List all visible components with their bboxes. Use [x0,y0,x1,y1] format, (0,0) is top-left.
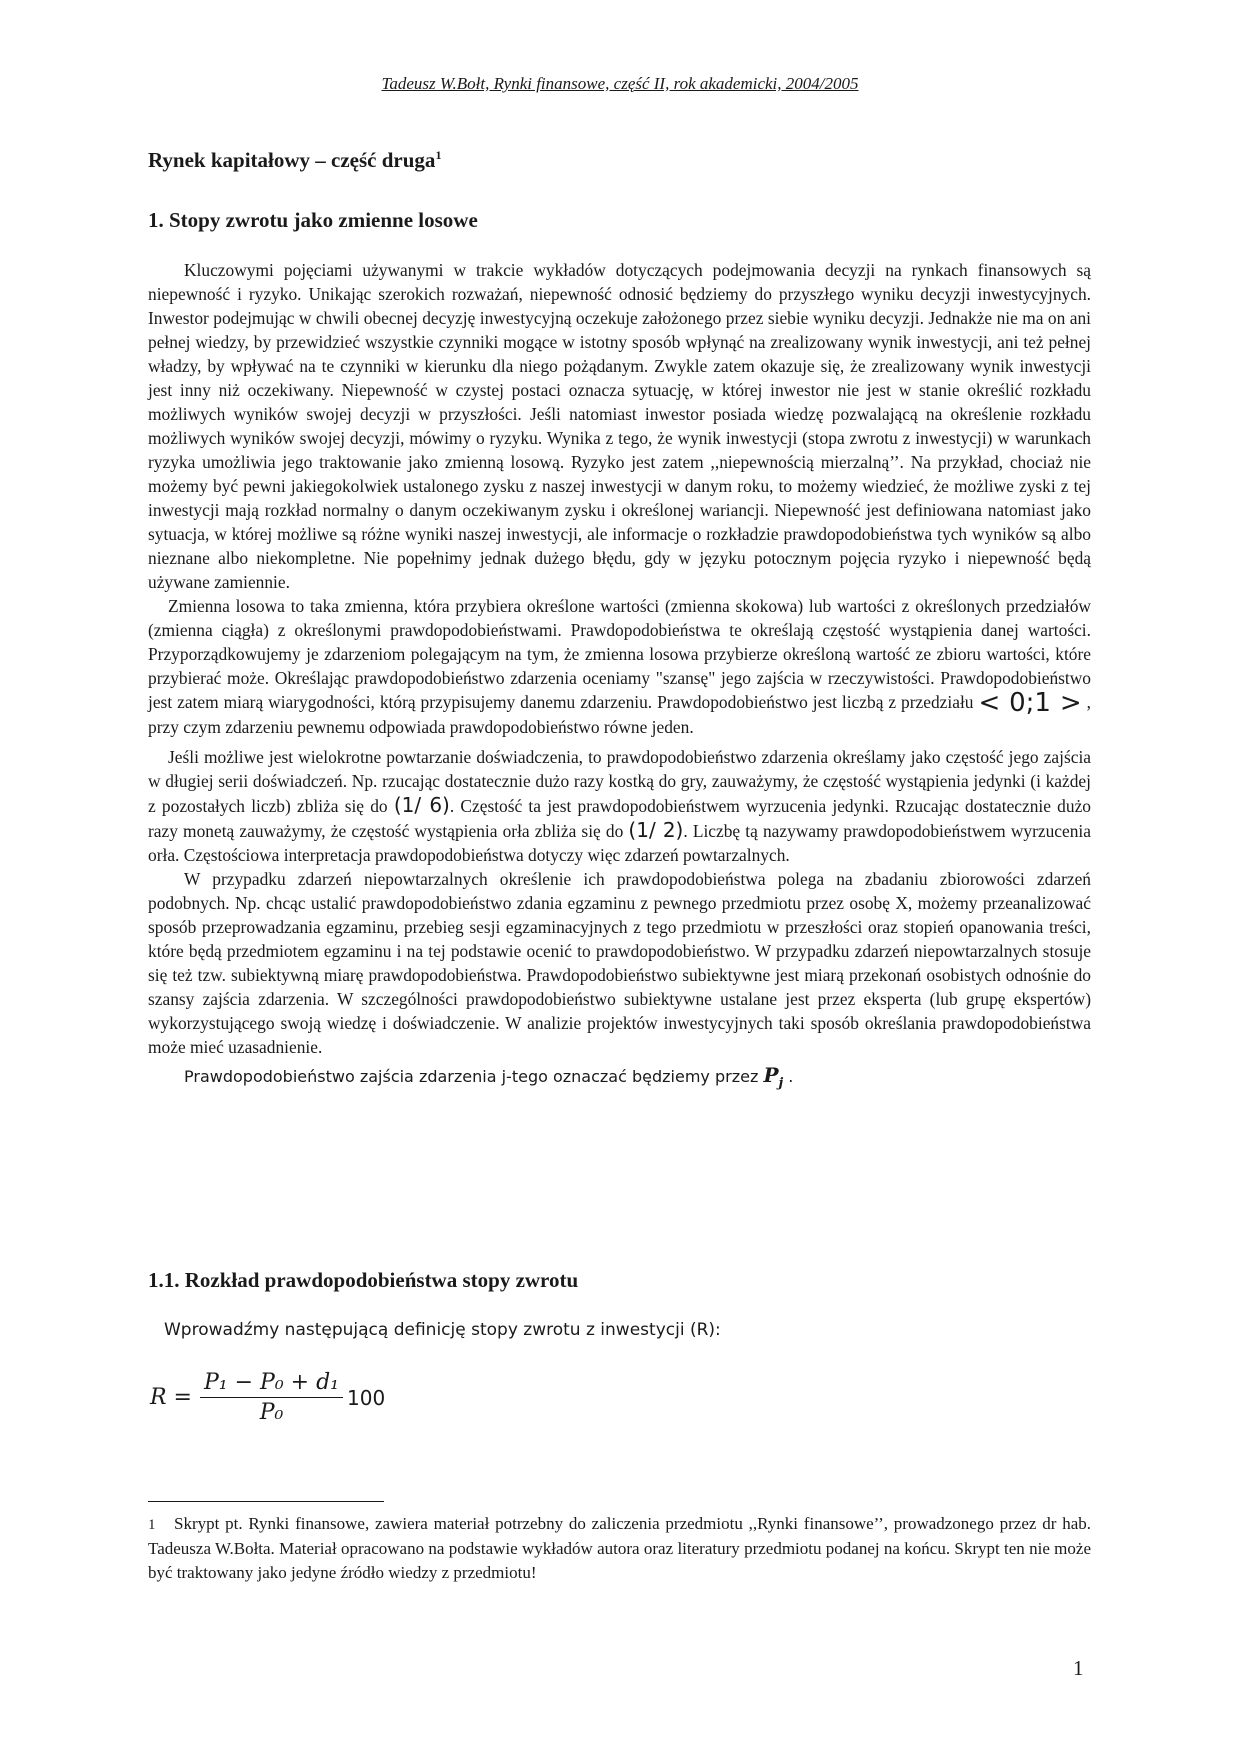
footnote-text: Skrypt pt. Rynki finansowe, zawiera materiał potrzebny do zaliczenia przedmiotu ,,Rynki finansowe’’, prowadzonego przez dr hab. Tadeusza W.Bołta. Materiał opracowano na podstawie wykładów autora oraz literatury przedmiotu podanej na końcu. Skrypt ten nie może być traktowany jako jedyne źródło wiedzy z przedmiotu! [148,1514,1091,1582]
formula-lhs: R = [150,1385,192,1410]
paragraph-random-variable-end: , przy czym zdarzeniu pewnemu odpowiada prawdopodobieństwo równe jeden. [148,692,1091,737]
paragraph-frequency-text-a: Jeśli możliwe jest wielokrotne powtarzanie doświadczenia, to prawdopodobieństwo zdarzenia określamy jako częstość jego zajścia w długiej serii doświadczeń. Np. rzucając dostatecznie dużo razy kostką do gry, zauważymy, że częstość wystąpienia jedynki (i każdej z pozostałych liczb) zbliża się do [148,747,1091,816]
page-number: 1 [1073,1656,1084,1680]
title-footnote-ref: 1 [435,148,442,162]
section-heading-1-1: 1.1. Rozkład prawdopodobieństwa stopy zwrotu [148,1268,579,1292]
interval-notation: < 0;1 > [978,688,1082,718]
formula-numerator: P₁ − P₀ + d₁ [200,1370,343,1398]
footnote-separator [148,1501,384,1502]
section-heading-1: 1. Stopy zwrotu jako zmienne losowe [148,208,478,232]
footnote-mark: 1 [148,1517,156,1533]
footnote [148,1512,1091,1585]
paragraph-frequency-text-b: . Częstość ta jest prawdopodobieństwem wyrzucenia jedynki. Rzucając dostatecznie dużo razy monetą zauważymy, że częstość wystąpienia orła zbliża się do [148,796,1091,841]
fraction-one-half: (1/ 2) [628,818,684,842]
title-text: Rynek kapitałowy – część druga [148,148,436,172]
running-header: Tadeusz W.Bołt, Rynki finansowe, część II, rok akademicki, 2004/2005 [381,74,859,93]
probability-symbol [763,1063,784,1091]
formula-intro: Wprowadźmy następującą definicję stopy zwrotu z inwestycji (R): [164,1320,721,1340]
paragraph-probability-notation-text: Prawdopodobieństwo zajścia zdarzenia j-tego oznaczać będziemy przez [184,1067,759,1086]
formula-factor: 100 [347,1385,386,1410]
document-title [148,148,441,173]
paragraph-risk-uncertainty: Kluczowymi pojęciami używanymi w trakcie wykładów dotyczących podejmowania decyzji na rynkach finansowych są niepewność i ryzyko. Unikając szerokich rozważań, niepewność odnosić będziemy do przyszłego wyniku decyzji inwestycyjnych. Inwestor podejmując w chwili obecnej decyzję inwestycyjną oczekuje założonego przez siebie wyniku decyzji. Jednakże nie ma on ani pełnej wiedzy, by przewidzieć wszystkie czynniki mogące w istotny sposób wpłynąć na zrealizowany wynik inwestycji, ani też pełnej władzy, by wpływać na te czynniki w kierunku dla niego pożądanym. Zwykle zatem okazuje się, że zrealizowany wynik inwestycji jest inny niż oczekiwany. Niepewność w czystej postaci oznacza sytuację, w której inwestor nie jest w stanie określić rozkładu możliwych wyników swojej decyzji w przyszłości. Jeśli natomiast inwestor posiada wiedzę pozwalającą na określenie rozkładu możliwych wyników swojej decyzji, mówimy o ryzyku. Wynika z tego, że wynik inwestycji (stopa zwrotu z inwestycji) w warunkach ryzyka umożliwia jego traktowanie jako zmienną losową. Ryzyko jest zatem ,,niepewnością mierzalną’’. Na przykład, chociaż nie możemy być pewni jakiegokolwiek ustalonego zysku z naszej inwestycji w danym roku, to możemy wiedzieć, że możliwe zyski z tej inwestycji mają rozkład normalny o danym oczekiwanym zysku i określonej wariancji. Niepewność jest definiowana natomiast jako sytuacja, w której możliwe są różne wyniki naszej inwestycji, ale informacje o rozkładzie prawdopodobieństwa tych wyników są albo nieznane albo niekompletne. Nie popełnimy jednak dużego błędu, gdy w języku potocznym pojęcia ryzyko i niepewność będą używane zamiennie. [148,260,1091,592]
formula-fraction [200,1370,343,1425]
paragraph-probability-notation [148,1063,1091,1096]
formula-denominator: P₀ [259,1400,284,1425]
paragraph-frequency-text-c: . Liczbę tą nazywamy prawdopodobieństwem wyrzucenia orła. Częstościowa interpretacja prawdopodobieństwa dotyczy więc zdarzeń powtarzalnych. [148,821,1091,865]
paragraph-random-variable [148,594,1091,739]
paragraph-probability-notation-end: . [788,1067,794,1086]
probability-symbol-subscript: j [778,1076,784,1091]
fraction-one-sixth: (1/ 6) [393,793,450,817]
paragraph-frequency [148,745,1091,867]
paragraph-subjective-probability: W przypadku zdarzeń niepowtarzalnych określenie ich prawdopodobieństwa polega na zbadaniu zbiorowości zdarzeń podobnych. Np. chcąc ustalić prawdopodobieństwo zdania egzaminu z pewnego przedmiotu przez osobę X, możemy przeanalizować sposób przeprowadzania egzaminu, przebieg sesji egzaminacyjnych z tego przedmiotu w przeszłości oraz stopień opanowania treści, które będą przedmiotem egzaminu i na tej podstawie ocenić to prawdopodobieństwo. W przypadku zdarzeń niepowtarzalnych stosuje się też tzw. subiektywną miarę prawdopodobieństwa. Prawdopodobieństwo subiektywne jest miarą przekonań osobistych odnośnie do szansy zajścia zdarzenia. W szczególności prawdopodobieństwo subiektywne ustalane jest przez eksperta (lub grupę ekspertów) wykorzystującego swoją wiedzę i doświadczenie. W analizie projektów inwestycyjnych taki sposób określania prawdopodobieństwa może mieć uzasadnienie. [148,869,1091,1057]
probability-symbol-p: P [763,1063,779,1087]
paragraph-random-variable-text: Zmienna losowa to taka zmienna, która przybiera określone wartości (zmienna skokowa) lub wartości z określonych przedziałów (zmienna ciągła) z określonymi prawdopodobieństwami. Prawdopodobieństwa te określają częstość wystąpienia danej wartości. Przyporządkowujemy je zdarzeniom polegającym na tym, że zmienna losowa przybierze określoną wartość ze zbioru wartości, które przybierać może. Określając prawdopodobieństwo zdarzenia oceniamy "szansę" jego zajścia w rzeczywistości. Prawdopodobieństwo jest zatem miarą wiarygodności, którą przypisujemy danemu zdarzeniu. Prawdopodobieństwo jest liczbą z przedziału [148,596,1091,712]
body-text-block [148,258,1091,1096]
return-rate-formula [150,1370,385,1425]
